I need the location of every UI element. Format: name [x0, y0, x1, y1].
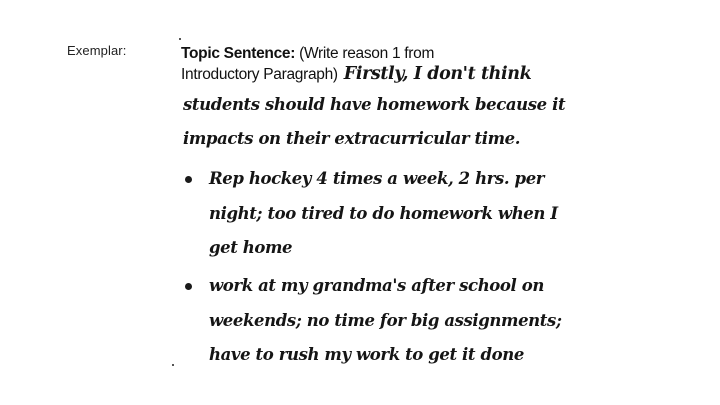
topic-sentence-heading	[181, 43, 434, 64]
topic-sentence-line2	[181, 64, 531, 85]
topic-instruction-part1: (Write reason 1 from	[299, 45, 435, 62]
handwritten-text: Firstly, I don't think	[343, 64, 532, 84]
bullet-dot	[185, 283, 192, 290]
scan-mark	[179, 38, 181, 40]
bullet-line: Rep hockey 4 times a week, 2 hrs. per	[209, 169, 545, 188]
handwritten-text: impacts on their extracurricular time.	[183, 129, 521, 148]
topic-instruction-part2: Introductory Paragraph)	[181, 66, 338, 83]
bullet-line: have to rush my work to get it done	[209, 345, 524, 364]
topic-sentence-label: Topic Sentence:	[181, 45, 296, 62]
bullet-line: get home	[209, 238, 293, 257]
scan-mark	[172, 364, 174, 366]
bullet-line: work at my grandma's after school on	[209, 276, 544, 295]
handwritten-text: students should have homework because it	[183, 95, 566, 114]
bullet-line: night; too tired to do homework when I	[209, 204, 558, 223]
exemplar-label: Exemplar:	[67, 43, 127, 58]
bullet-dot	[185, 176, 192, 183]
bullet-line: weekends; no time for big assignments;	[209, 311, 562, 330]
